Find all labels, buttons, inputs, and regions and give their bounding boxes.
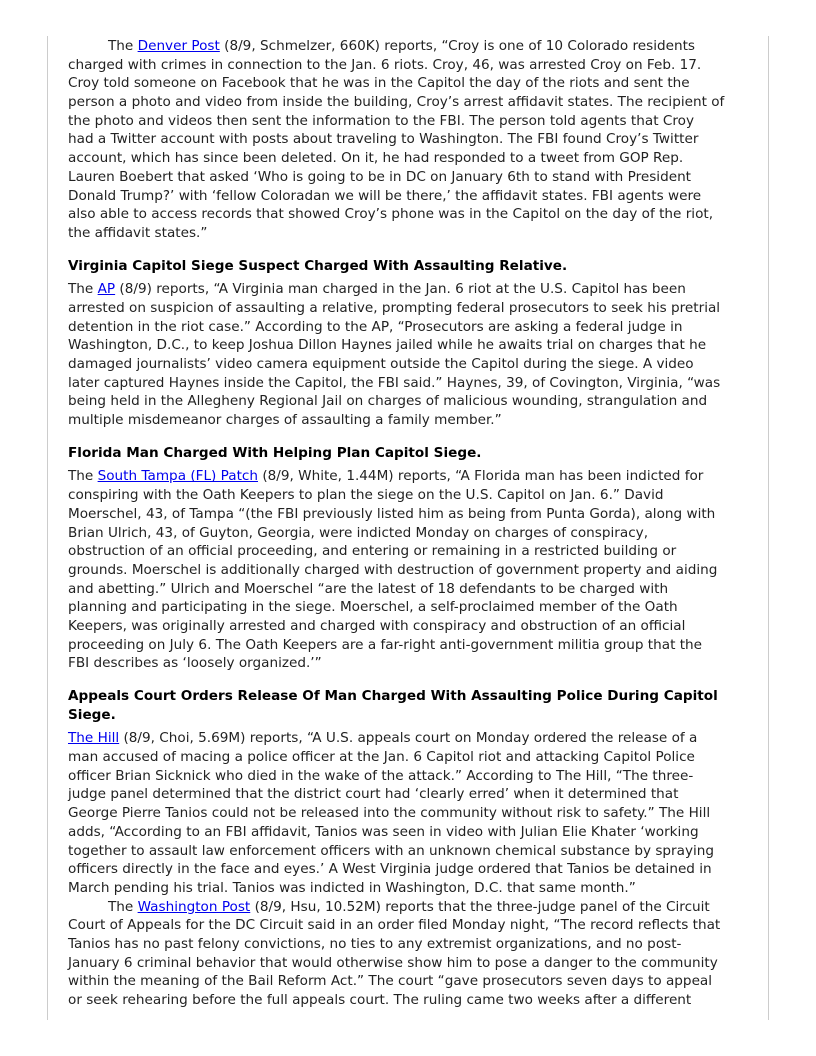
source-link[interactable]: South Tampa (FL) Patch bbox=[97, 468, 258, 485]
paragraph-line: together to assault law enforcement officers with an unknown chemical substance by spraying bbox=[68, 842, 715, 859]
text: (8/9, White, 1.44M) reports, “A Florida man has been indicted for bbox=[258, 468, 704, 485]
paragraph-line: multiple misdemeanor charges of assaulting a family member.” bbox=[68, 412, 502, 429]
paragraph bbox=[68, 467, 768, 673]
source-link[interactable]: The Hill bbox=[68, 730, 120, 747]
source-link[interactable]: Washington Post bbox=[137, 898, 251, 915]
paragraph bbox=[68, 37, 768, 243]
paragraph-line: detention in the riot case.” According to the AP, “Prosecutors are asking a federal judge in bbox=[68, 318, 683, 335]
text: (8/9) reports, “A Virginia man charged in the Jan. 6 riot at the U.S. Capitol has been bbox=[115, 281, 686, 298]
paragraph-first-line bbox=[68, 467, 768, 486]
paragraph-line: George Pierre Tanios could not be released into the community without risk to safety.” The Hill bbox=[68, 805, 711, 822]
paragraph-line: or seek rehearing before the full appeals court. The ruling came two weeks after a different bbox=[68, 992, 692, 1008]
heading-line: Virginia Capitol Siege Suspect Charged With Assaulting Relative. bbox=[68, 257, 568, 274]
heading-line: Siege. bbox=[68, 706, 116, 723]
heading-line: Appeals Court Orders Release Of Man Charged With Assaulting Police During Capitol bbox=[68, 688, 718, 704]
paragraph-line: January 6 criminal behavior that would otherwise show him to pose a danger to the community bbox=[68, 954, 718, 971]
heading-line: Florida Man Charged With Helping Plan Capitol Siege. bbox=[68, 444, 482, 461]
paragraph-line: within the meaning of the Bail Reform Act.” The court “gave prosecutors seven days to appeal bbox=[68, 973, 713, 990]
paragraph-line: the affidavit states.” bbox=[68, 224, 208, 241]
paragraph-line: person a photo and video from inside the building, Croy’s arrest affidavit states. The recipient of bbox=[68, 94, 725, 111]
paragraph-line: Washington, D.C., to keep Joshua Dillon Haynes jailed while he awaits trial on charges that he bbox=[68, 337, 707, 354]
paragraph-line: also able to access records that showed Croy’s phone was in the Capitol on the day of the riot, bbox=[68, 206, 714, 223]
paragraph-line: adds, “According to an FBI affidavit, Tanios was seen in video with Julian Elie Khater ‘working bbox=[68, 823, 699, 840]
paragraph-line: conspiring with the Oath Keepers to plan the siege on the U.S. Capitol on Jan. 6.” David bbox=[68, 487, 664, 504]
paragraph-first-line bbox=[68, 280, 768, 299]
paragraph-line: Court of Appeals for the DC Circuit said in an order filed Monday night, “The record reflects that bbox=[68, 917, 721, 934]
text: (8/9, Hsu, 10.52M) reports that the three-judge panel of the Circuit bbox=[250, 898, 710, 915]
document-body bbox=[68, 37, 768, 1010]
paragraph-line: March pending his trial. Tanios was indicted in Washington, D.C. that same month.” bbox=[68, 879, 636, 896]
paragraph-line: Tanios has no past felony convictions, no ties to any extremist organizations, and no post- bbox=[68, 935, 682, 952]
paragraph-line: grounds. Moerschel is additionally charged with destruction of government property and aiding bbox=[68, 561, 718, 578]
paragraph-line: judge panel determined that the district court had ‘clearly erred’ when it determined that bbox=[68, 786, 679, 803]
text: The bbox=[108, 38, 138, 54]
text: The bbox=[108, 898, 138, 915]
paragraph-line: charged with crimes in connection to the Jan. 6 riots. Croy, 46, was arrested Croy on Feb. 17. bbox=[68, 56, 702, 73]
paragraph-line: Lauren Boebert that asked ‘Who is going to be in DC on January 6th to stand with President bbox=[68, 168, 692, 185]
text: (8/9, Choi, 5.69M) reports, “A U.S. appeals court on Monday ordered the release of a bbox=[119, 730, 698, 747]
paragraph-line: FBI describes as ‘loosely organized.’” bbox=[68, 655, 322, 672]
paragraph-line: Donald Trump?’ with ‘fellow Coloradan we will be there,’ the affidavit states. FBI agents were bbox=[68, 187, 702, 204]
paragraph-line: obstruction of an official proceeding, and entering or remaining in a restricted building or bbox=[68, 543, 677, 560]
paragraph-line: planning and participating in the siege. Moerschel, a self-proclaimed member of the Oath bbox=[68, 599, 678, 616]
paragraph-line: the photo and videos then sent the information to the FBI. The person told agents that Croy bbox=[68, 112, 694, 129]
left-margin-rule bbox=[47, 36, 48, 1020]
paragraph-line: arrested on suspicion of assaulting a relative, prompting federal prosecutors to seek his pretrial bbox=[68, 299, 721, 316]
paragraph-first-line bbox=[68, 37, 768, 56]
paragraph-line: being held in the Allegheny Regional Jail on charges of malicious wounding, strangulation and bbox=[68, 393, 708, 410]
paragraph bbox=[68, 898, 768, 1010]
text: (8/9, Schmelzer, 660K) reports, “Croy is one of 10 Colorado residents bbox=[219, 38, 696, 54]
text: The bbox=[68, 281, 98, 298]
paragraph bbox=[68, 280, 768, 430]
news-section bbox=[68, 257, 768, 430]
section-heading bbox=[68, 444, 768, 463]
paragraph-line: damaged journalists’ video camera equipment outside the Capitol during the siege. A video bbox=[68, 356, 694, 372]
paragraph bbox=[68, 729, 768, 897]
section-heading bbox=[68, 687, 768, 724]
paragraph-line: Croy told someone on Facebook that he was in the Capitol the day of the riots and sent the bbox=[68, 75, 690, 92]
paragraph-line: Moerschel, 43, of Tampa “(the FBI previously listed him as being from Punta Gorda), along with bbox=[68, 505, 716, 522]
paragraph-first-line bbox=[68, 898, 768, 917]
source-link[interactable]: Denver Post bbox=[137, 38, 220, 54]
paragraph-line: officer Brian Sicknick who died in the wake of the attack.” According to The Hill, “The three- bbox=[68, 767, 694, 784]
paragraph-line: had a Twitter account with posts about traveling to Washington. The FBI found Croy’s Twitter bbox=[68, 131, 699, 148]
paragraph-line: later captured Haynes inside the Capitol, the FBI said.” Haynes, 39, of Covington, Virginia, “was bbox=[68, 374, 721, 391]
paragraph-line: officers directly in the face and eyes.’ A West Virginia judge ordered that Tanios be detained in bbox=[68, 861, 712, 878]
text: The bbox=[68, 468, 98, 485]
source-link[interactable]: AP bbox=[97, 281, 116, 298]
paragraph-line: man accused of macing a police officer at the Jan. 6 Capitol riot and attacking Capitol Police bbox=[68, 749, 695, 766]
right-margin-rule bbox=[768, 36, 769, 1020]
section-heading bbox=[68, 257, 768, 276]
news-section bbox=[68, 444, 768, 673]
paragraph-line: and abetting.” Ulrich and Moerschel “are the latest of 18 defendants to be charged with bbox=[68, 580, 669, 597]
paragraph-line: account, which has since been deleted. On it, he had responded to a tweet from GOP Rep. bbox=[68, 150, 684, 167]
news-section bbox=[68, 687, 768, 1010]
paragraph-first-line bbox=[68, 729, 768, 748]
paragraph-line: Brian Ulrich, 43, of Guyton, Georgia, were indicted Monday on charges of conspiracy, bbox=[68, 524, 649, 541]
paragraph-line: proceeding on July 6. The Oath Keepers are a far-right anti-government militia group that the bbox=[68, 636, 703, 653]
paragraph-line: Keepers, was originally arrested and charged with conspiracy and obstruction of an official bbox=[68, 617, 686, 634]
news-section bbox=[68, 37, 768, 243]
